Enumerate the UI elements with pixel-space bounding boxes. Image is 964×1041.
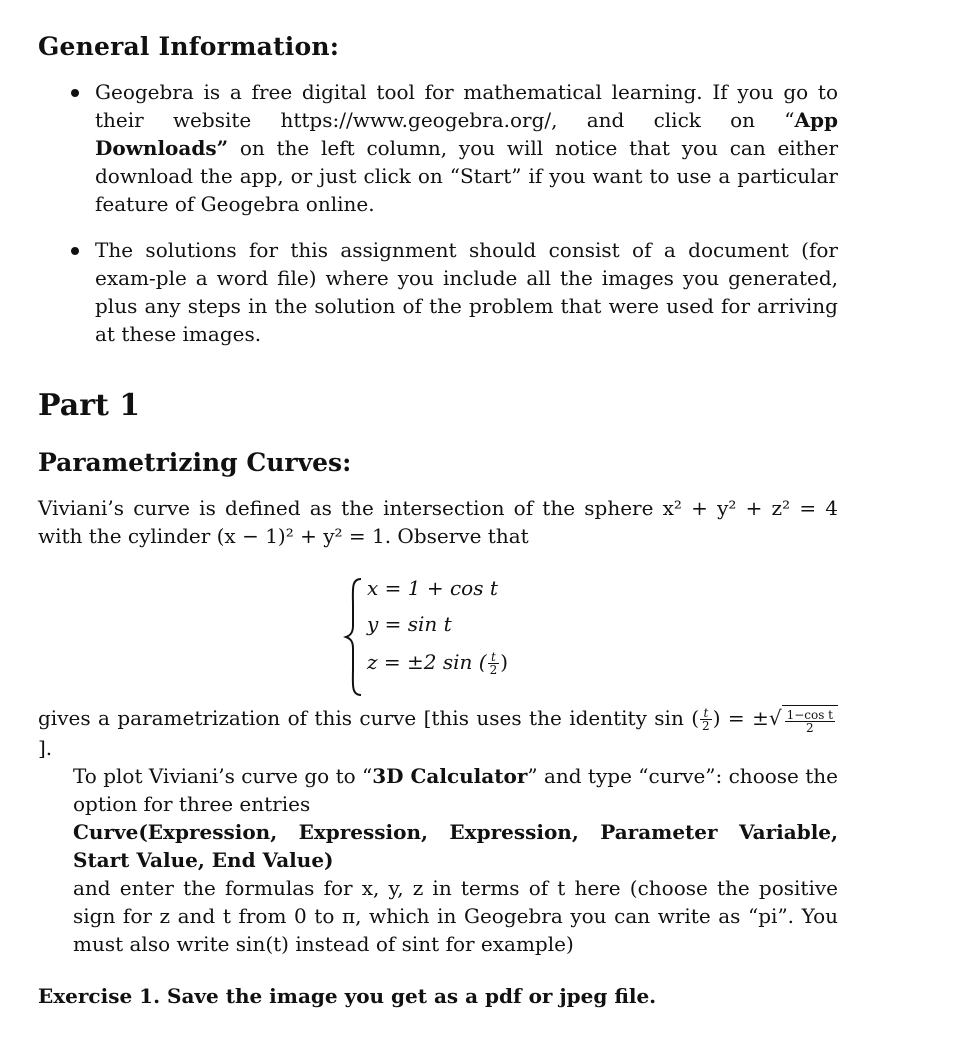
equation-z-prefix: z = ±2 sin ( xyxy=(367,650,487,674)
exercise-text: Save the image you get as a pdf or jpeg file. xyxy=(167,984,657,1008)
equation-z xyxy=(367,650,508,676)
bullet-item xyxy=(71,236,838,348)
identity-end: ]. xyxy=(38,736,53,760)
bullet-icon xyxy=(71,247,79,255)
bullet-item xyxy=(71,78,838,218)
instructions-block xyxy=(38,704,838,958)
fraction-numerator: t xyxy=(700,707,712,720)
exercise xyxy=(38,982,656,1010)
bullet-bold-text: App Downloads” xyxy=(95,108,838,160)
section-heading: Parametrizing Curves: xyxy=(38,448,352,477)
equation-y: y = sin t xyxy=(367,612,452,636)
plot-text: ” and type “curve”: choose the option for three entries xyxy=(73,764,838,816)
identity-line xyxy=(38,704,838,762)
identity-mid: ) = ±√ xyxy=(712,706,782,730)
instructions-paragraph: and enter the formulas for x, y, z in terms of t here (choose the positive sign for z and t from 0 to π, which in Geogebra you can write as “pi”. You must also write sin(t) instead of sint for example) xyxy=(73,876,838,956)
equation-system xyxy=(343,576,603,698)
fraction-denominator: 2 xyxy=(702,719,710,733)
intro-paragraph: Viviani’s curve is defined as the intersection of the sphere x² + y² + z² = 4 with the cylinder (x − 1)² + y² = 1. Observe that xyxy=(38,496,838,548)
bullet-icon xyxy=(71,89,79,97)
left-brace-icon xyxy=(343,576,365,698)
general-information-heading: General Information: xyxy=(38,32,340,61)
equation-x: x = 1 + cos t xyxy=(367,576,498,600)
plot-bold-text: 3D Calculator xyxy=(372,764,528,788)
plot-paragraph xyxy=(38,762,838,818)
bullet-text: The solutions for this assignment should consist of a document (for exam-ple a word file) where you include all the images you generated, plus any steps in the solution of the problem that were used for arriving at these images. xyxy=(95,238,838,346)
square-root xyxy=(782,705,838,734)
part-heading: Part 1 xyxy=(38,388,141,423)
exercise-label: Exercise 1. xyxy=(38,984,161,1008)
fraction-numerator: t xyxy=(488,651,500,664)
fraction xyxy=(785,709,835,734)
bullet-text: Geogebra is a free digital tool for mathematical learning. If you go to their website https://www.geogebra.org/, and click on “ xyxy=(95,80,838,132)
bullet-list xyxy=(71,78,838,348)
identity-text: gives a parametrization of this curve [this uses the identity sin ( xyxy=(38,706,700,730)
curve-command: Curve(Expression, Expression, Expression, Parameter Variable, Start Value, End Value) xyxy=(73,820,838,872)
equation-z-suffix: ) xyxy=(500,650,509,674)
fraction xyxy=(488,651,500,676)
fraction-denominator: 2 xyxy=(489,663,498,677)
plot-text: To plot Viviani’s curve go to “ xyxy=(73,764,373,788)
fraction-numerator: 1−cos t xyxy=(786,708,834,722)
fraction xyxy=(700,707,712,732)
fraction-denominator: 2 xyxy=(805,721,814,735)
bullet-text: on the left column, you will notice that you can either download the app, or just click on “Start” if you want to use a particular feature of Geogebra online. xyxy=(95,136,838,216)
